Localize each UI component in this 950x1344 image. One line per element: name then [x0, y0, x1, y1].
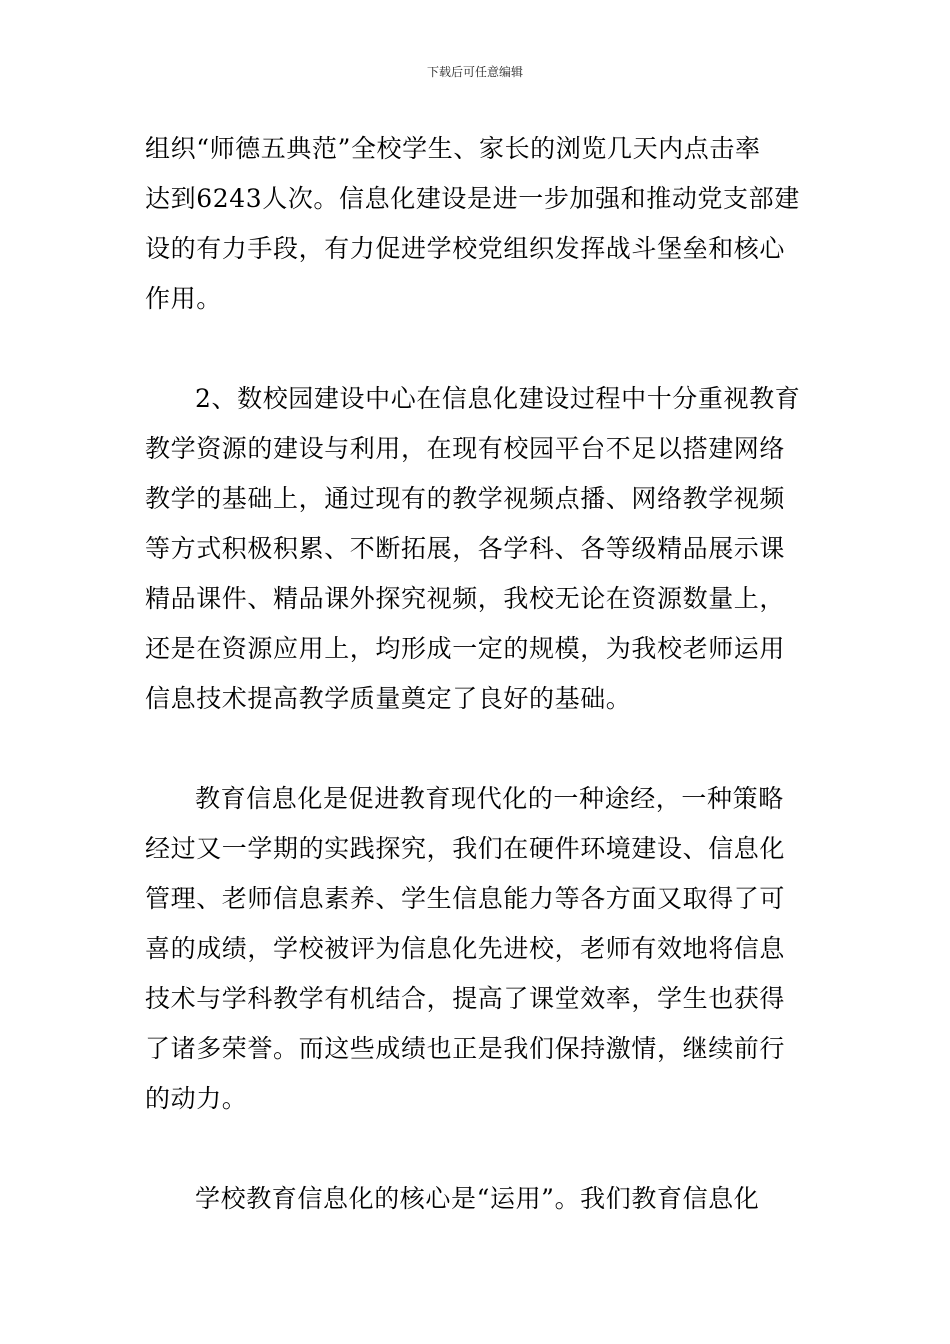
paragraph-3-line-1: 教育信息化是促进教育现代化的一种途经，一种策略	[195, 784, 784, 813]
paragraph-2-line-6: 还是在资源应用上，均形成一定的规模，为我校老师运用	[145, 634, 786, 663]
paragraph-3-line-4: 喜的成绩，学校被评为信息化先进校，老师有效地将信息	[145, 934, 786, 963]
paragraph-2-line-2: 教学资源的建设与利用，在现有校园平台不足以搭建网络	[145, 434, 786, 463]
paragraph-2-line-5: 精品课件、精品课外探究视频，我校无论在资源数量上，	[145, 584, 786, 613]
paragraph-4-line-1: 学校教育信息化的核心是“运用”。我们教育信息化	[195, 1184, 760, 1213]
paragraph-3-line-2: 经过又一学期的实践探究，我们在硬件环境建设、信息化	[145, 834, 786, 863]
paragraph-1-line-2: 达到6243人次。信息化建设是进一步加强和推动党支部建	[145, 184, 800, 213]
paragraph-2-line-7: 信息技术提高教学质量奠定了良好的基础。	[145, 684, 632, 713]
paragraph-3-line-5: 技术与学科教学有机结合，提高了课堂效率，学生也获得	[145, 984, 786, 1013]
paragraph-3-line-6: 了诸多荣誉。而这些成绩也正是我们保持激情，继续前行	[145, 1034, 786, 1063]
paragraph-1-line-1: 组织“师德五典范”全校学生、家长的浏览几天内点击率	[145, 134, 761, 163]
paragraph-2-line-3: 教学的基础上，通过现有的教学视频点播、网络教学视频	[145, 484, 786, 513]
paragraph-3-line-7: 的动力。	[145, 1084, 248, 1113]
paragraph-2-line-1: 2、数校园建设中心在信息化建设过程中十分重视教育	[195, 384, 801, 413]
paragraph-1-line-3: 设的有力手段，有力促进学校党组织发挥战斗堡垒和核心	[145, 234, 786, 263]
paragraph-3-line-3: 管理、老师信息素养、学生信息能力等各方面又取得了可	[145, 884, 786, 913]
page-header: 下载后可任意编辑	[426, 65, 523, 79]
paragraph-2-line-4: 等方式积极积累、不断拓展，各学科、各等级精品展示课	[145, 534, 786, 563]
paragraph-1-line-4: 作用。	[145, 284, 222, 313]
